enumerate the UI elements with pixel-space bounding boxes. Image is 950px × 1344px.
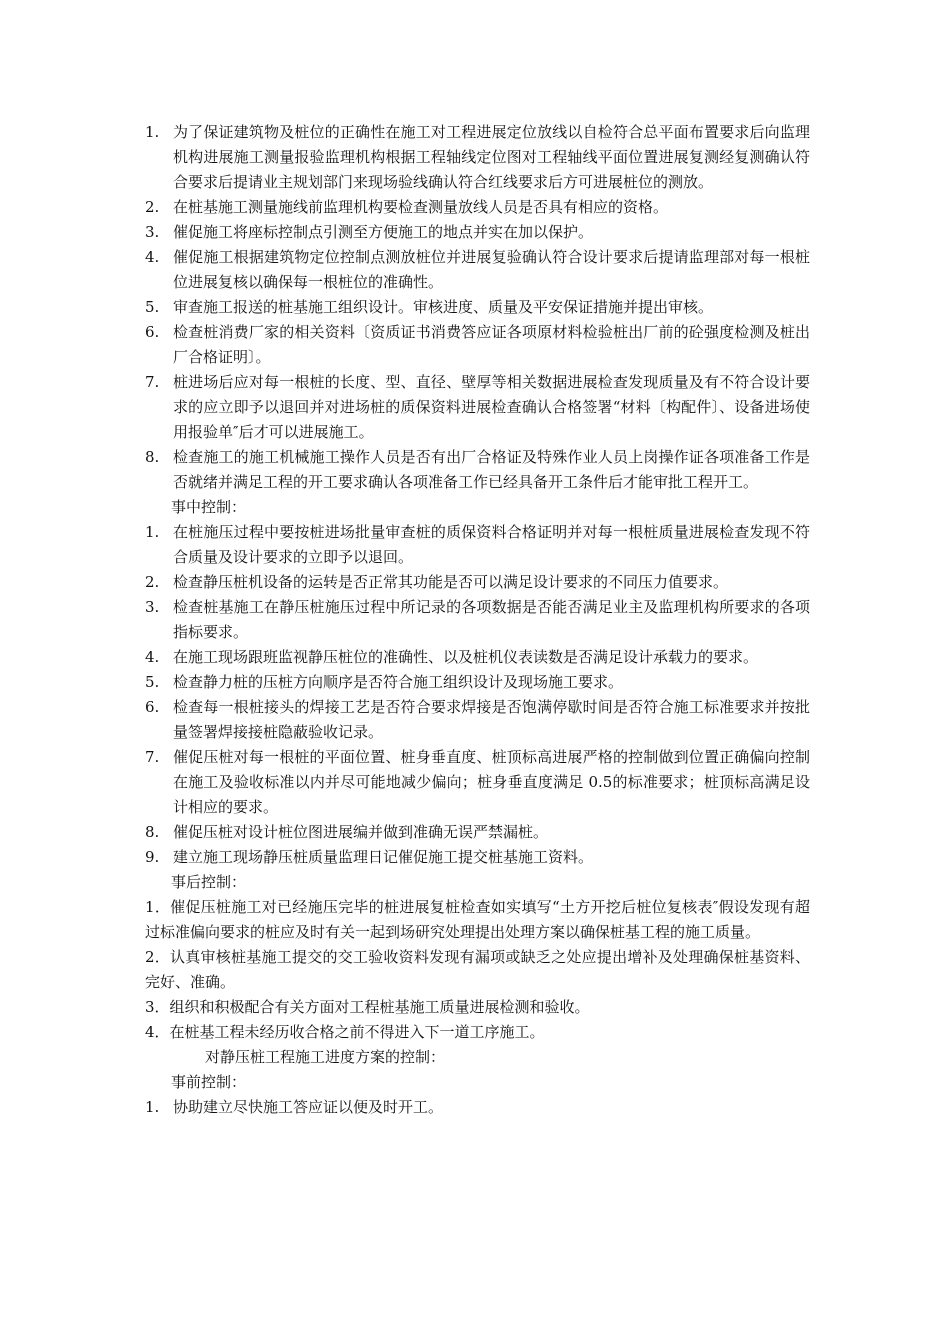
item-number: 8.: [145, 448, 160, 466]
item-text: 检查桩基施工在静压桩施压过程中所记录的各项数据是否能否满足业主及监理机构所要求的各项指标要求。: [173, 598, 810, 641]
item-number: 5.: [145, 673, 160, 691]
item-text: 检查施工的施工机械施工操作人员是否有出厂合格证及特殊作业人员上岗操作证各项准备工作是否就绪并满足工程的开工要求确认各项准备工作已经具备开工条件后才能审批工程开工。: [173, 448, 810, 491]
item-text: 在桩施压过程中要按桩进场批量审查桩的质保资料合格证明并对每一根桩质量进展检查发现不符合质量及设计要求的立即予以退回。: [173, 523, 810, 566]
list-item: [145, 195, 810, 220]
item-text: 检查每一根桩接头的焊接工艺是否符合要求焊接是否饱满停歇时间是否符合施工标准要求并按批量签署焊接接桩隐蔽验收记录。: [173, 698, 810, 741]
list-item: [145, 595, 810, 645]
list-item: [145, 245, 810, 295]
item-text: 为了保证建筑物及桩位的正确性在施工对工程进展定位放线以自检符合总平面布置要求后向监理机构进展施工测量报验监理机构根据工程轴线定位图对工程轴线平面位置进展复测经复测确认符合要求后提请业主规划部门来现场验线确认符合红线要求后方可进展桩位的测放。: [173, 123, 810, 191]
item-text: 检查静力桩的压桩方向顺序是否符合施工组织设计及现场施工要求。: [173, 673, 624, 691]
item-number: 3.: [145, 598, 160, 616]
item-number: 6.: [145, 323, 160, 341]
list-item: [145, 670, 810, 695]
item-text: 建立施工现场静压桩质量监理日记催促施工提交桩基施工资料。: [173, 848, 594, 866]
list-item: [145, 645, 810, 670]
item-text: 催促压桩对设计桩位图进展编并做到准确无误严禁漏桩。: [173, 823, 549, 841]
item-text: 在桩基施工测量施线前监理机构要检查测量放线人员是否具有相应的资格。: [173, 198, 669, 216]
list-item: [145, 370, 810, 445]
list-item: [145, 570, 810, 595]
section-heading-mid: 事中控制：: [171, 498, 247, 516]
item-number: 7.: [145, 373, 160, 391]
list-item: [145, 520, 810, 570]
item-text: 检查桩消费厂家的相关资料〔资质证书消费答应证各项原材料检验桩出厂前的砼强度检测及桩出厂合格证明〕。: [173, 323, 810, 366]
item-number: 4.: [145, 648, 160, 666]
list-item: [145, 820, 810, 845]
item-text: 桩进场后应对每一根桩的长度、型、直径、壁厚等相关数据进展检查发现质量及有不符合设计要求的应立即予以退回并对进场桩的质保资料进展检查确认合格签署“材料〔构配件〕、设备进场使用报验单″后才可以进展施工。: [173, 373, 810, 441]
list-item: [145, 120, 810, 195]
paragraph: 1．催促压桩施工对已经施压完毕的桩进展复桩检查如实填写“土方开挖后桩位复核表″假设发现有超过标准偏向要求的桩应及时有关一起到场研究处理提出处理方案以确保桩基工程的施工质量。: [145, 898, 810, 941]
item-text: 检查静压桩机设备的运转是否正常其功能是否可以满足设计要求的不同压力值要求。: [173, 573, 729, 591]
item-number: 6.: [145, 698, 160, 716]
item-number: 2.: [145, 573, 160, 591]
list-item: [145, 295, 810, 320]
item-number: 1.: [145, 523, 160, 541]
document-page: [145, 120, 810, 1120]
list-item: [145, 445, 810, 495]
item-text: 催促施工将座标控制点引测至方便施工的地点并实在加以保护。: [173, 223, 594, 241]
list-item: [145, 845, 810, 870]
list-item: [145, 320, 810, 370]
paragraph: 2．认真审核桩基施工提交的交工验收资料发现有漏项或缺乏之处应提出增补及处理确保桩基资料、完好、准确。: [145, 948, 810, 991]
list-item: [145, 220, 810, 245]
section-heading-schedule: 对静压桩工程施工进度方案的控制：: [205, 1048, 446, 1066]
paragraph: 3．组织和积极配合有关方面对工程桩基施工质量进展检测和验收。: [145, 998, 590, 1016]
list-item: [145, 745, 810, 820]
item-text: 催促压桩对每一根桩的平面位置、桩身垂直度、桩顶标高进展严格的控制做到位置正确偏向控制在施工及验收标准以内并尽可能地减少偏向；桩身垂直度满足 0.5的标准要求；桩顶标高满足设计相应的要求。: [173, 748, 810, 816]
item-number: 1.: [145, 123, 160, 141]
item-number: 5.: [145, 298, 160, 316]
item-number: 1.: [145, 1098, 160, 1116]
item-text: 催促施工根据建筑物定位控制点测放桩位并进展复验确认符合设计要求后提请监理部对每一根桩位进展复核以确保每一根桩位的准确性。: [173, 248, 810, 291]
item-text: 审查施工报送的桩基施工组织设计。审核进度、质量及平安保证措施并提出审核。: [173, 298, 714, 316]
item-number: 2.: [145, 198, 160, 216]
item-number: 7.: [145, 748, 160, 766]
list-item: [145, 1095, 810, 1120]
item-number: 9.: [145, 848, 160, 866]
list-item: [145, 695, 810, 745]
item-number: 3.: [145, 223, 160, 241]
section-heading-pre: 事前控制：: [171, 1073, 247, 1091]
item-number: 4.: [145, 248, 160, 266]
item-text: 协助建立尽快施工答应证以便及时开工。: [173, 1098, 444, 1116]
section-heading-post: 事后控制：: [171, 873, 247, 891]
item-number: 8.: [145, 823, 160, 841]
paragraph: 4．在桩基工程未经历收合格之前不得进入下一道工序施工。: [145, 1023, 545, 1041]
item-text: 在施工现场跟班监视静压桩位的准确性、以及桩机仪表读数是否满足设计承载力的要求。: [173, 648, 759, 666]
